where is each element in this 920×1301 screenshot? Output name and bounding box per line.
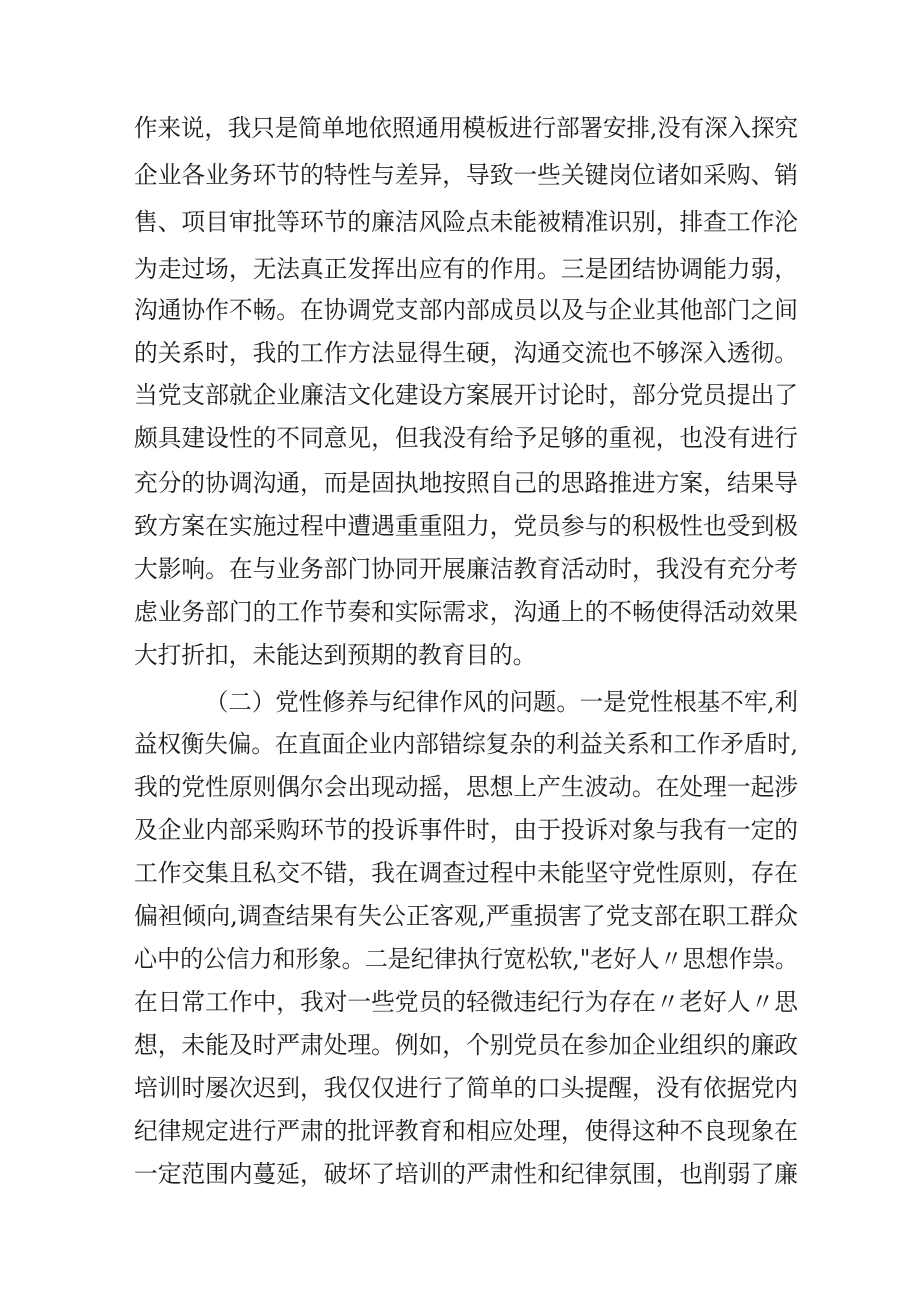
text-line: [0, 1068, 920, 1108]
line-text: 益权衡失偏。在直面企业内部错综复杂的利益关系和工作矛盾时,: [134, 730, 799, 758]
line-text: 售、项目审批等环节的廉洁风险点未能被精准识别，排查工作沦: [134, 208, 799, 236]
line-text: 想，未能及时严肃处理。例如，个别党员在参加企业组织的廉政: [134, 1031, 799, 1059]
line-text: 心中的公信力和形象。二是纪律执行宽松软,"老好人〃思想作祟。: [134, 945, 799, 973]
text-line: [0, 333, 920, 373]
text-line: [0, 506, 920, 546]
line-text: 培训时屡次迟到，我仅仅进行了简单的口头提醒，没有依据党内: [134, 1074, 799, 1102]
line-text: 充分的协调沟通，而是固执地按照自己的思路推进方案，结果导: [134, 469, 799, 497]
line-text: 颇具建设性的不同意见，但我没有给予足够的重视，也没有进行: [134, 424, 799, 452]
line-text: 致方案在实施过程中遭遇重重阻力，党员参与的积极性也受到极: [134, 512, 799, 540]
line-text: 企业各业务环节的特性与差异，导致一些关键岗位诸如采购、销: [134, 161, 799, 189]
line-text: 大影响。在与业务部门协同开展廉洁教育活动时，我没有充分考: [134, 555, 799, 583]
text-line: [0, 463, 920, 503]
line-text: 沟通协作不畅。在协调党支部内部成员以及与企业其他部门之间: [134, 296, 799, 324]
text-line: [0, 724, 920, 764]
text-line: [0, 896, 920, 936]
text-line: [0, 592, 920, 632]
line-text: 及企业内部采购环节的投诉事件时，由于投诉对象与我有一定的: [134, 816, 799, 844]
text-line: [0, 635, 920, 675]
line-text: 我的党性原则偶尔会出现动摇，思想上产生波动。在处理一起涉: [134, 773, 799, 801]
text-line: [0, 290, 920, 330]
text-line: [0, 108, 920, 148]
text-line: [0, 549, 920, 589]
line-text: 作来说，我只是简单地依照通用模板进行部署安排,没有深入探究: [134, 114, 799, 142]
line-text: 工作交集且私交不错，我在调查过程中未能坚守党性原则，存在: [134, 859, 799, 887]
text-line: [0, 1111, 920, 1151]
line-text: （二）党性修养与纪律作风的问题。一是党性根基不牢,利: [205, 688, 798, 716]
text-line: [0, 249, 920, 289]
line-text: 一定范围内蔓延，破坏了培训的严肃性和纪律氛围，也削弱了廉: [134, 1160, 799, 1188]
line-text: 的关系时，我的工作方法显得生硬，沟通交流也不够深入透彻。: [134, 339, 799, 367]
text-line: [0, 202, 920, 242]
text-line: [0, 853, 920, 893]
text-line: [0, 155, 920, 195]
text-line: [0, 810, 920, 850]
text-line: [0, 682, 920, 722]
line-text: 纪律规定进行严肃的批评教育和相应处理，使得这种不良现象在: [134, 1117, 799, 1145]
line-text: 偏袒倾向,调查结果有失公正客观,严重损害了党支部在职工群众: [134, 902, 798, 930]
line-text: 为走过场，无法真正发挥出应有的作用。三是团结协调能力弱，: [134, 255, 799, 283]
text-line: [0, 375, 920, 415]
text-line: [0, 1154, 920, 1194]
line-text: 当党支部就企业廉洁文化建设方案展开讨论时，部分党员提出了: [134, 381, 799, 409]
text-line: [0, 767, 920, 807]
line-text: 虑业务部门的工作节奏和实际需求，沟通上的不畅使得活动效果: [134, 598, 799, 626]
text-line: [0, 939, 920, 979]
text-line: [0, 1025, 920, 1065]
text-line: [0, 418, 920, 458]
line-text: 大打折扣，未能达到预期的教育目的。: [134, 641, 537, 669]
line-text: 在日常工作中，我对一些党员的轻微违纪行为存在〃老好人〃思: [134, 988, 799, 1016]
text-line: [0, 982, 920, 1022]
